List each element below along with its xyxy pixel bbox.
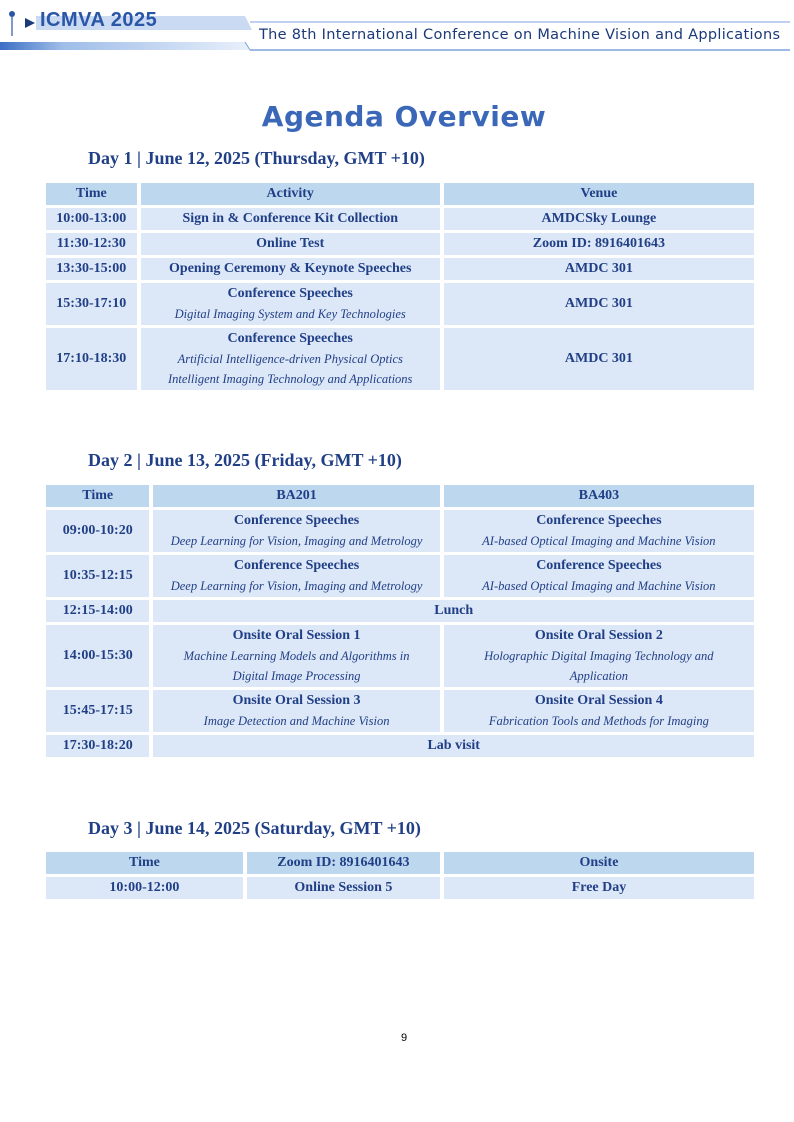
day2-title: Day 2 | June 13, 2025 (Friday, GMT +10)	[88, 450, 402, 470]
day1-table	[42, 180, 758, 393]
time-cell: 15:30-17:10	[46, 283, 137, 325]
session-topic: Image Detection and Machine Vision	[203, 714, 390, 728]
online-session: Online Session 5	[294, 880, 393, 895]
session-title: Conference Speeches	[536, 558, 662, 573]
table-row	[46, 283, 754, 325]
time-cell: 10:00-12:00	[46, 877, 243, 899]
time-cell: 11:30-12:30	[46, 233, 137, 255]
session-topic: AI-based Optical Imaging and Machine Vision	[482, 534, 716, 548]
time-cell: 09:00-10:20	[46, 510, 149, 552]
table-header-row	[46, 183, 754, 205]
col-header-time: Time	[46, 183, 137, 205]
page-header	[0, 0, 794, 60]
venue: Zoom ID: 8916401643	[532, 236, 666, 251]
table-header-row	[46, 485, 754, 507]
col-header-ba201: BA201	[153, 485, 439, 507]
table-row	[46, 877, 754, 899]
table-row	[46, 510, 754, 552]
session-title: Onsite Oral Session 2	[534, 628, 663, 643]
page-title: Agenda Overview	[261, 100, 547, 133]
session-title: Onsite Oral Session 3	[232, 693, 361, 708]
col-header-ba403: BA403	[444, 485, 754, 507]
session-topic: Deep Learning for Vision, Imaging and Metrology	[170, 579, 423, 593]
table-row	[46, 208, 754, 230]
venue: AMDC 301	[564, 296, 633, 311]
merged-activity: Lunch	[434, 603, 474, 618]
activity-title: Conference Speeches	[227, 331, 353, 346]
session-topic: Fabrication Tools and Methods for Imaging	[488, 714, 709, 728]
activity-title: Sign in & Conference Kit Collection	[182, 211, 398, 226]
col-header-time: Time	[46, 485, 149, 507]
table-row	[46, 555, 754, 597]
col-header-onsite: Onsite	[444, 852, 754, 874]
time-cell: 15:45-17:15	[46, 690, 149, 732]
venue: AMDC 301	[564, 351, 633, 366]
session-title: Conference Speeches	[233, 558, 360, 573]
activity-title: Conference Speeches	[227, 286, 353, 301]
page-number: 9	[400, 1032, 408, 1044]
table-row	[46, 328, 754, 390]
play-arrow-icon	[24, 17, 36, 29]
table-row	[46, 690, 754, 732]
session-title: Conference Speeches	[233, 513, 360, 528]
day1-title: Day 1 | June 12, 2025 (Thursday, GMT +10)	[88, 148, 425, 168]
col-header-time: Time	[46, 852, 243, 874]
day3-table	[42, 849, 758, 902]
time-cell: 10:35-12:15	[46, 555, 149, 597]
pin-icon	[8, 10, 18, 40]
activity-title: Online Test	[256, 236, 325, 251]
time-cell: 14:00-15:30	[46, 625, 149, 687]
session-title: Conference Speeches	[536, 513, 662, 528]
table-header-row	[46, 852, 754, 874]
session-topic: Deep Learning for Vision, Imaging and Metrology	[170, 534, 423, 548]
merged-activity: Lab visit	[427, 738, 480, 753]
activity-subtitle: Artificial Intelligence-driven Physical Optics	[177, 352, 403, 366]
activity-subtitle: Digital Imaging System and Key Technologies	[174, 307, 406, 321]
col-header-activity: Activity	[141, 183, 440, 205]
time-cell: 12:15-14:00	[46, 600, 149, 622]
day3-title: Day 3 | June 14, 2025 (Saturday, GMT +10)	[88, 818, 421, 838]
time-cell: 10:00-13:00	[46, 208, 137, 230]
activity-title: Opening Ceremony & Keynote Speeches	[169, 261, 412, 276]
venue: AMDCSky Lounge	[541, 211, 657, 226]
col-header-zoom: Zoom ID: 8916401643	[247, 852, 440, 874]
onsite-activity: Free Day	[571, 880, 627, 895]
activity-subtitle: Intelligent Imaging Technology and Applications	[168, 372, 413, 386]
table-row	[46, 233, 754, 255]
table-row	[46, 735, 754, 757]
table-row	[46, 258, 754, 280]
time-cell: 17:30-18:20	[46, 735, 149, 757]
session-topic: Machine Learning Models and Algorithms in Digital Image Processing	[183, 649, 410, 683]
session-title: Onsite Oral Session 4	[534, 693, 663, 708]
time-cell: 13:30-15:00	[46, 258, 137, 280]
col-header-venue: Venue	[444, 183, 754, 205]
time-cell: 17:10-18:30	[46, 328, 137, 390]
venue: AMDC 301	[564, 261, 633, 276]
table-row	[46, 600, 754, 622]
conference-logo: ICMVA 2025	[40, 9, 158, 31]
conference-title: The 8th International Conference on Machine Vision and Applications	[259, 27, 781, 43]
table-row	[46, 625, 754, 687]
session-title: Onsite Oral Session 1	[232, 628, 361, 643]
session-topic: AI-based Optical Imaging and Machine Vision	[482, 579, 716, 593]
day2-table	[42, 482, 758, 760]
session-topic: Holographic Digital Imaging Technology and Application	[484, 649, 714, 683]
